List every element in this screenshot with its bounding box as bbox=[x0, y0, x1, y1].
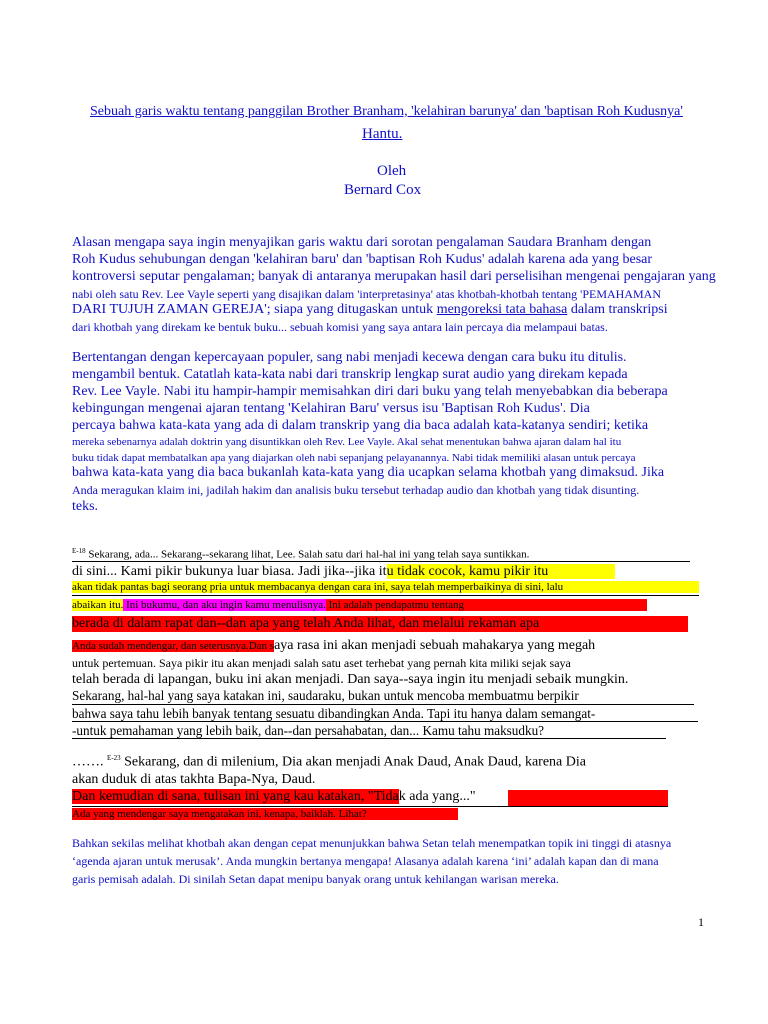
para2-line: mengambil bentuk. Catatlah kata-kata nabi dari transkrip lengkap surat audio yang direkam kepada bbox=[72, 367, 628, 382]
para2-line: mereka sebenarnya adalah doktrin yang disuntikkan oleh Rev. Lee Vayle. Akal sehat menentukan bahwa ajaran dalam hal itu bbox=[72, 436, 622, 448]
intro-line: Roh Kudus sehubungan dengan 'kelahiran baru' dan 'baptisan Roh Kudus' adalah karena ada yang besar bbox=[72, 252, 653, 267]
highlight-yellow: abaikan itu. bbox=[72, 599, 124, 611]
quote1-line: -untuk pemahaman yang lebih baik, dan--dan persahabatan, dan... Kamu tahu maksudku? bbox=[72, 723, 545, 738]
quote2-line-1 bbox=[72, 754, 586, 771]
quote1-line: bahwa saya tahu lebih banyak tentang sesuatu dibandingkan Anda. Tapi itu hanya dalam semangat- bbox=[72, 706, 596, 721]
divider bbox=[72, 561, 690, 562]
highlight-red-block bbox=[508, 790, 668, 806]
quote1-text: Sekarang, ada... Sekarang--sekarang lihat, Lee. Salah satu dari hal-hal ini yang telah saya suntikkan. bbox=[88, 548, 530, 561]
intro-line: kontroversi seputar pengalaman; banyak di antaranya merupakan hasil dari perselisihan mengenai pengajaran yang bbox=[72, 269, 716, 284]
para2-line: teks. bbox=[72, 499, 99, 514]
quote2-dots: ……. bbox=[72, 754, 104, 770]
quote2-line: akan duduk di atas takhta Bapa-Nya, Daud. bbox=[72, 772, 316, 787]
quote1-text: di sini... Kami pikir bukunya luar biasa. Jadi jika--jika it bbox=[72, 564, 387, 579]
byline-label: Oleh bbox=[377, 163, 407, 179]
para2-line: Anda meragukan klaim ini, jadilah hakim dan analisis buku tersebut terhadap audio dan khotbah yang tidak disunting. bbox=[72, 483, 640, 497]
para2-line: Bertentangan dengan kepercayaan populer, sang nabi menjadi kecewa dengan cara buku itu ditulis. bbox=[72, 350, 627, 365]
highlight-red: Anda sudah mendengar, dan seterusnya.Dan s bbox=[72, 640, 275, 652]
highlight-yellow: u tidak cocok, kamu pikir itu bbox=[387, 564, 616, 579]
para2-line: Rev. Lee Vayle. Nabi itu hampir-hampir memisahkan diri dari buku yang telah menyebabkan dia beberapa bbox=[72, 384, 668, 399]
title-line-1-text: Sebuah garis waktu tentang panggilan Brother Branham, 'kelahiran barunya' dan 'baptisan Roh Kudusnya' bbox=[90, 104, 683, 119]
quote2-line bbox=[72, 789, 476, 805]
highlight-red: Ini adalah pendapatmu tentang bbox=[326, 599, 647, 611]
quote1-line: untuk pertemuan. Saya pikir itu akan menjadi salah satu aset terhebat yang pernah kita miliki sejak saya bbox=[72, 656, 571, 670]
quote1-line: telah berada di lapangan, buku ini akan menjadi. Dan saya--saya ingin itu menjadi sebaik mungkin. bbox=[72, 672, 629, 687]
quote2-ref: E-23 bbox=[107, 754, 121, 762]
quote1-line bbox=[72, 564, 615, 580]
highlight-magenta: Ini bukumu, dan aku ingin kamu menulisnya. bbox=[123, 599, 326, 611]
intro-text: dalam transkripsi bbox=[567, 302, 668, 317]
closing-line: ‘agenda ajaran untuk merusak’. Anda mungkin bertanya mengapa! Alasanya adalah karena ‘ini’ adalah kapan dan di mana bbox=[72, 854, 659, 868]
para2-line: buku tidak dapat membatalkan apa yang diajarkan oleh nabi sepanjang pelayanannya. Nabi tidak memiliki alasan untuk percaya bbox=[72, 452, 636, 464]
title-line-1 bbox=[90, 104, 683, 120]
quote1-text: aya rasa ini akan menjadi sebuah mahakarya yang megah bbox=[274, 638, 596, 653]
intro-line: nabi oleh satu Rev. Lee Vayle seperti yang disajikan dalam 'interpretasinya' atas khotbah-khotbah tentang 'PEMAHAMAN bbox=[72, 287, 662, 301]
intro-line bbox=[72, 302, 668, 318]
divider bbox=[72, 721, 698, 722]
highlight-yellow: akan tidak pantas bagi seorang pria untuk membacanya dengan cara ini, saya telah memperbaikinya di sini, lalu bbox=[72, 581, 699, 593]
quote1-line: Sekarang, hal-hal yang saya katakan ini, saudaraku, bukan untuk mencoba membuatmu berpikir bbox=[72, 688, 579, 703]
quote1-line bbox=[72, 636, 595, 654]
intro-underlined-text: mengoreksi tata bahasa bbox=[436, 302, 568, 317]
para2-line: bahwa kata-kata yang dia baca bukanlah kata-kata yang dia ucapkan selama khotbah yang dimaksud. Jika bbox=[72, 465, 665, 480]
quote2-text: k ada yang..." bbox=[398, 789, 476, 804]
title-line-2: Hantu. bbox=[362, 126, 403, 142]
intro-line: Alasan mengapa saya ingin menyajikan garis waktu dari sorotan pengalaman Saudara Branham dengan bbox=[72, 235, 652, 250]
page-number: 1 bbox=[698, 915, 704, 929]
divider bbox=[72, 595, 699, 596]
quote2-text: Sekarang, dan di milenium, Dia akan menjadi Anak Daud, Anak Daud, karena Dia bbox=[124, 754, 586, 770]
para2-line: kebingungan mengenai ajaran tentang 'Kelahiran Baru' versus isu 'Baptisan Roh Kudus'. Dia bbox=[72, 401, 590, 416]
divider bbox=[72, 738, 666, 739]
highlight-red: berada di dalam rapat dan--dan apa yang telah Anda lihat, dan melalui rekaman apa bbox=[72, 616, 688, 632]
divider bbox=[72, 806, 668, 807]
divider bbox=[72, 704, 694, 705]
intro-text: DARI TUJUH ZAMAN GEREJA'; siapa yang ditugaskan untuk bbox=[72, 302, 437, 317]
highlight-red: Dan kemudian di sana, tulisan ini yang kau katakan, "Tida bbox=[72, 789, 399, 804]
intro-line: dari khotbah yang direkam ke bentuk buku... sebuah komisi yang saya antara lain percaya dia melampaui batas. bbox=[72, 320, 608, 334]
quote1-line bbox=[72, 599, 647, 611]
quote1-line-1 bbox=[72, 547, 529, 561]
closing-line: Bahkan sekilas melihat khotbah akan dengan cepat menunjukkan bahwa Setan telah menempatkan topik ini tinggi di atasnya bbox=[72, 836, 672, 850]
closing-line: garis pemisah adalah. Di sinilah Setan dapat menipu banyak orang untuk kehilangan warisan mereka. bbox=[72, 872, 559, 886]
para2-line: percaya bahwa kata-kata yang ada di dalam transkrip yang dia baca adalah kata-katanya sendiri; ketika bbox=[72, 418, 649, 433]
highlight-red: Ada yang mendengar saya mengatakan ini, kenapa, baiklah. Lihat? bbox=[72, 808, 458, 820]
quote1-ref: E-18 bbox=[72, 547, 86, 555]
author-name: Bernard Cox bbox=[344, 182, 422, 198]
